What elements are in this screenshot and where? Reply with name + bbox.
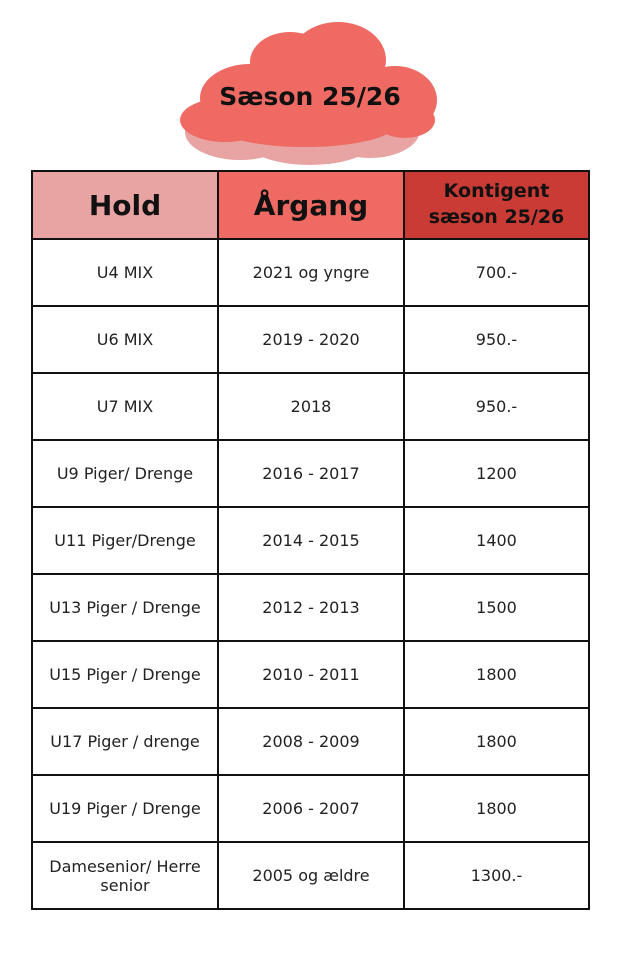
year-cell: 2016 - 2017: [218, 440, 404, 507]
year-cell: 2008 - 2009: [218, 708, 404, 775]
year-cell: 2021 og yngre: [218, 239, 404, 306]
team-cell: U11 Piger/Drenge: [32, 507, 218, 574]
title-cloud: [170, 20, 450, 170]
team-line1: Damesenior/ Herre: [49, 856, 201, 876]
price-cell: 1400: [404, 507, 589, 574]
table-row: [32, 507, 589, 574]
team-line2: senior: [100, 875, 150, 895]
year-cell: 2014 - 2015: [218, 507, 404, 574]
table-row: [32, 306, 589, 373]
team-cell: U6 MIX: [32, 306, 218, 373]
kontigent-header-line2: sæson 25/26: [428, 206, 565, 228]
year-cell: 2018: [218, 373, 404, 440]
team-cell: U15 Piger / Drenge: [32, 641, 218, 708]
price-cell: 1200: [404, 440, 589, 507]
team-cell: U7 MIX: [32, 373, 218, 440]
price-cell: 700.-: [404, 239, 589, 306]
column-header-hold: Hold: [32, 171, 218, 239]
table-row: [32, 775, 589, 842]
year-cell: 2005 og ældre: [218, 842, 404, 909]
price-cell: 1800: [404, 641, 589, 708]
table-row: [32, 641, 589, 708]
year-cell: 2010 - 2011: [218, 641, 404, 708]
year-cell: 2006 - 2007: [218, 775, 404, 842]
table-row: [32, 373, 589, 440]
table-row: [32, 842, 589, 909]
price-cell: 1500: [404, 574, 589, 641]
column-header-argang: Årgang: [218, 171, 404, 239]
table-row: [32, 239, 589, 306]
price-cell: 950.-: [404, 373, 589, 440]
team-cell: U13 Piger / Drenge: [32, 574, 218, 641]
year-cell: 2019 - 2020: [218, 306, 404, 373]
table-row: [32, 440, 589, 507]
season-title: Sæson 25/26: [219, 82, 401, 111]
column-header-kontigent: [404, 171, 589, 239]
price-cell: 1800: [404, 708, 589, 775]
table-row: [32, 708, 589, 775]
price-cell: 1300.-: [404, 842, 589, 909]
team-cell: U9 Piger/ Drenge: [32, 440, 218, 507]
price-cell: 950.-: [404, 306, 589, 373]
table-header-row: [32, 171, 589, 239]
team-cell: U19 Piger / Drenge: [32, 775, 218, 842]
price-table: [31, 170, 590, 910]
kontigent-header-line1: Kontigent: [443, 180, 550, 203]
team-cell: U4 MIX: [32, 239, 218, 306]
year-cell: 2012 - 2013: [218, 574, 404, 641]
team-cell: [32, 842, 218, 909]
price-cell: 1800: [404, 775, 589, 842]
table-row: [32, 574, 589, 641]
team-cell: U17 Piger / drenge: [32, 708, 218, 775]
